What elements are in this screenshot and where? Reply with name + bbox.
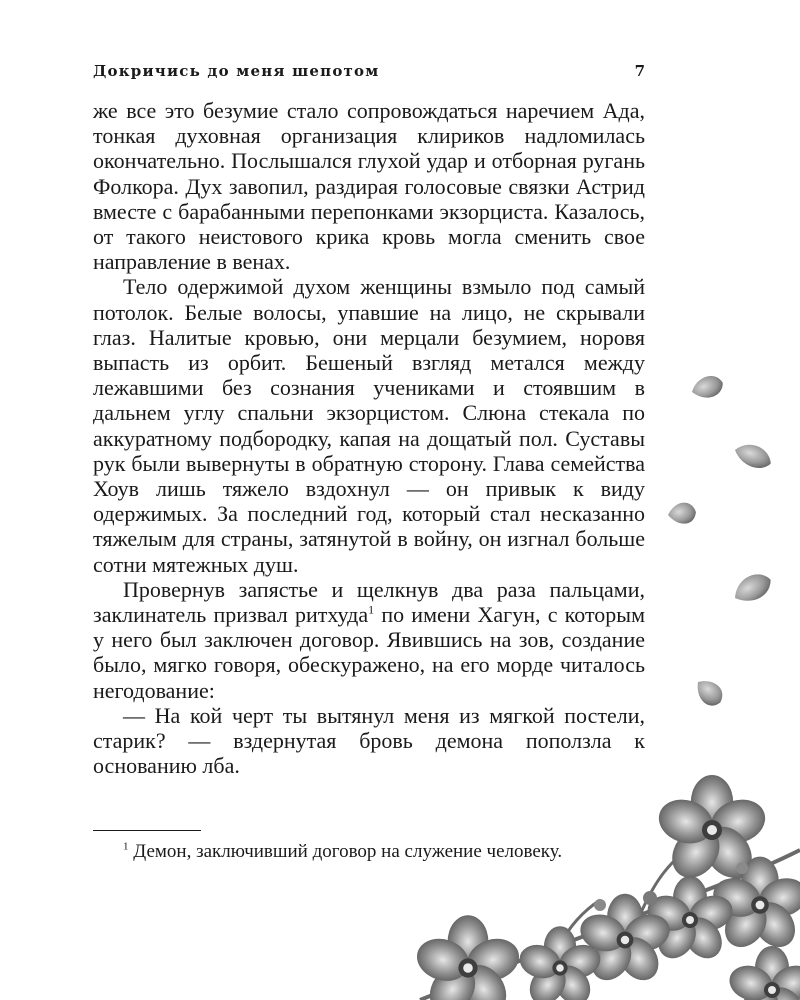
flower-icon [708,857,800,956]
paragraph-2: Тело одержимой духом женщины взмыло под самый потолок. Белые волосы, упавшие на лицо, не скрывали глаз. Налитые кровью, они мерцали безумием, норовя выпасть из орбит. Бешеный взгляд метался между лежавшими без сознания учениками и стоявшим в дальнем углу спальни экзорцистом. Слюна стекала по аккуратному подбородку, капая на дощатый пол. Суставы рук были вывернуты в обратную сторону. Глава семейства Хоув лишь тяжело вздохнул — он привык к виду одержимых. За последний год, который стал несказанно тяжелым для страны, затянутой в войну, он изгнал больше сотни мятежных душ. [93,274,645,577]
flower-icon [725,946,800,1000]
footnote [93,840,645,863]
page-header [93,62,645,90]
petal-icon [729,568,776,609]
page-number: 7 [634,62,645,80]
body-text [93,98,645,778]
bud-icon [736,862,748,874]
paragraph-4-dialogue: — На кой черт ты вытянул меня из мягкой постели, старик? — вздернутая бровь демона поползла к основанию лба. [93,702,645,779]
paragraph-3-text-start: Провернув запястье и щелкнув два раза пальцами, заклинатель призвал ритхуда [93,576,645,628]
flower-icon [515,926,604,1000]
paragraph-3 [93,577,645,703]
petal-icon [689,372,726,403]
running-title: Докричись до меня шепотом [93,62,380,80]
footnote-reference-mark[interactable]: 1 [368,602,375,617]
paragraph-1: же все это безумие стало сопровождаться наречием Ада, тонкая духовная организация клириков надломилась окончательно. Послышался глухой удар и отборная ругань Фолкора. Дух завопил, раздирая голосовые связки Астрид вместе с барабанными перепонками экзорциста. Казалось, от такого неистового крика кровь могла сменить свое направление в венах. [93,98,645,275]
petal-icon [666,501,697,527]
footnote-text: Демон, заключивший договор на служение человеку. [128,841,563,862]
paragraph-3-text-end: по имени Хагун, с которым у него был заключен договор. Явившись на зов, создание было, мягко говоря, обескуражено, на его морде читалось негодование: [93,602,645,703]
flower-icon [411,915,524,1000]
flower-icon [643,876,737,966]
flower-icon [576,894,675,988]
petal-icon [690,675,727,710]
petal-icon [732,441,774,472]
bud-icon [594,899,606,911]
bud-icon [643,891,657,905]
flower-icon [653,775,771,887]
footnote-divider [93,830,201,831]
footnote-mark: 1 [123,840,129,853]
branch-icon [420,850,800,1000]
